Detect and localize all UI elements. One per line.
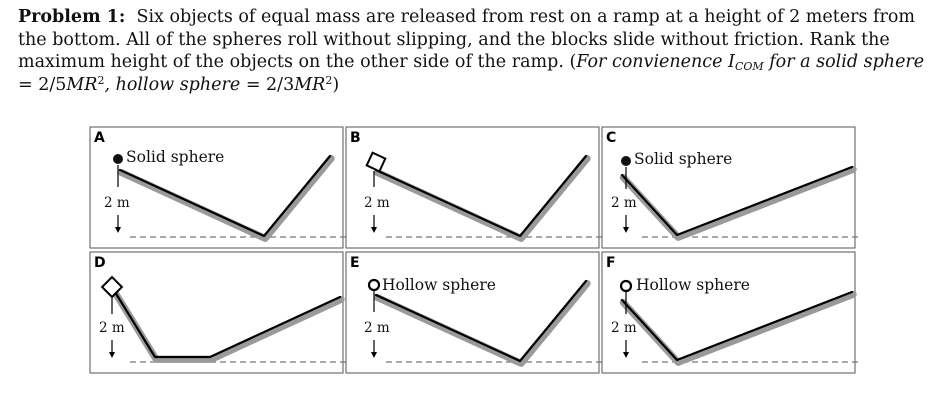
panel-letter: B [350, 130, 361, 146]
object-label: Hollow sphere [636, 276, 750, 294]
solid-sphere-icon [113, 154, 123, 164]
panel-letter: F [606, 255, 616, 271]
object-label: Solid sphere [126, 148, 225, 166]
panel-b [346, 127, 604, 248]
problem-number: Problem 1: [18, 7, 126, 27]
height-label: 2 m [611, 320, 637, 336]
hollow-sphere-icon [369, 280, 379, 290]
formula-note: (For convienence $I_{COM}$ for a solid sphere = $2/5MR^2$, hollow sphere = $2/3MR^2$) [18, 52, 925, 95]
height-label: 2 m [611, 195, 637, 211]
panel-letter: E [350, 255, 360, 271]
height-label: 2 m [364, 195, 390, 211]
panel-f [602, 252, 860, 373]
panel-letter: A [94, 130, 105, 146]
object-label: Hollow sphere [382, 276, 496, 294]
panel-letter: D [94, 255, 106, 271]
solid-sphere-icon [621, 156, 631, 166]
panel-letter: C [606, 130, 617, 146]
height-label: 2 m [104, 195, 130, 211]
height-label: 2 m [364, 320, 390, 336]
object-label: Solid sphere [634, 150, 733, 168]
panel-e [346, 252, 604, 373]
panel-d [90, 252, 348, 373]
panel-c [602, 127, 860, 248]
problem-text: Six objects of equal mass are released from rest on a ramp at a height of 2 meters from the bottom. All of the spheres roll without slipping, and the blocks slide without friction. Rank the maximum height of the objects on the other side of the ramp. [18, 7, 916, 73]
panel-a [90, 127, 348, 248]
height-label: 2 m [99, 320, 125, 336]
hollow-sphere-icon [621, 281, 631, 291]
